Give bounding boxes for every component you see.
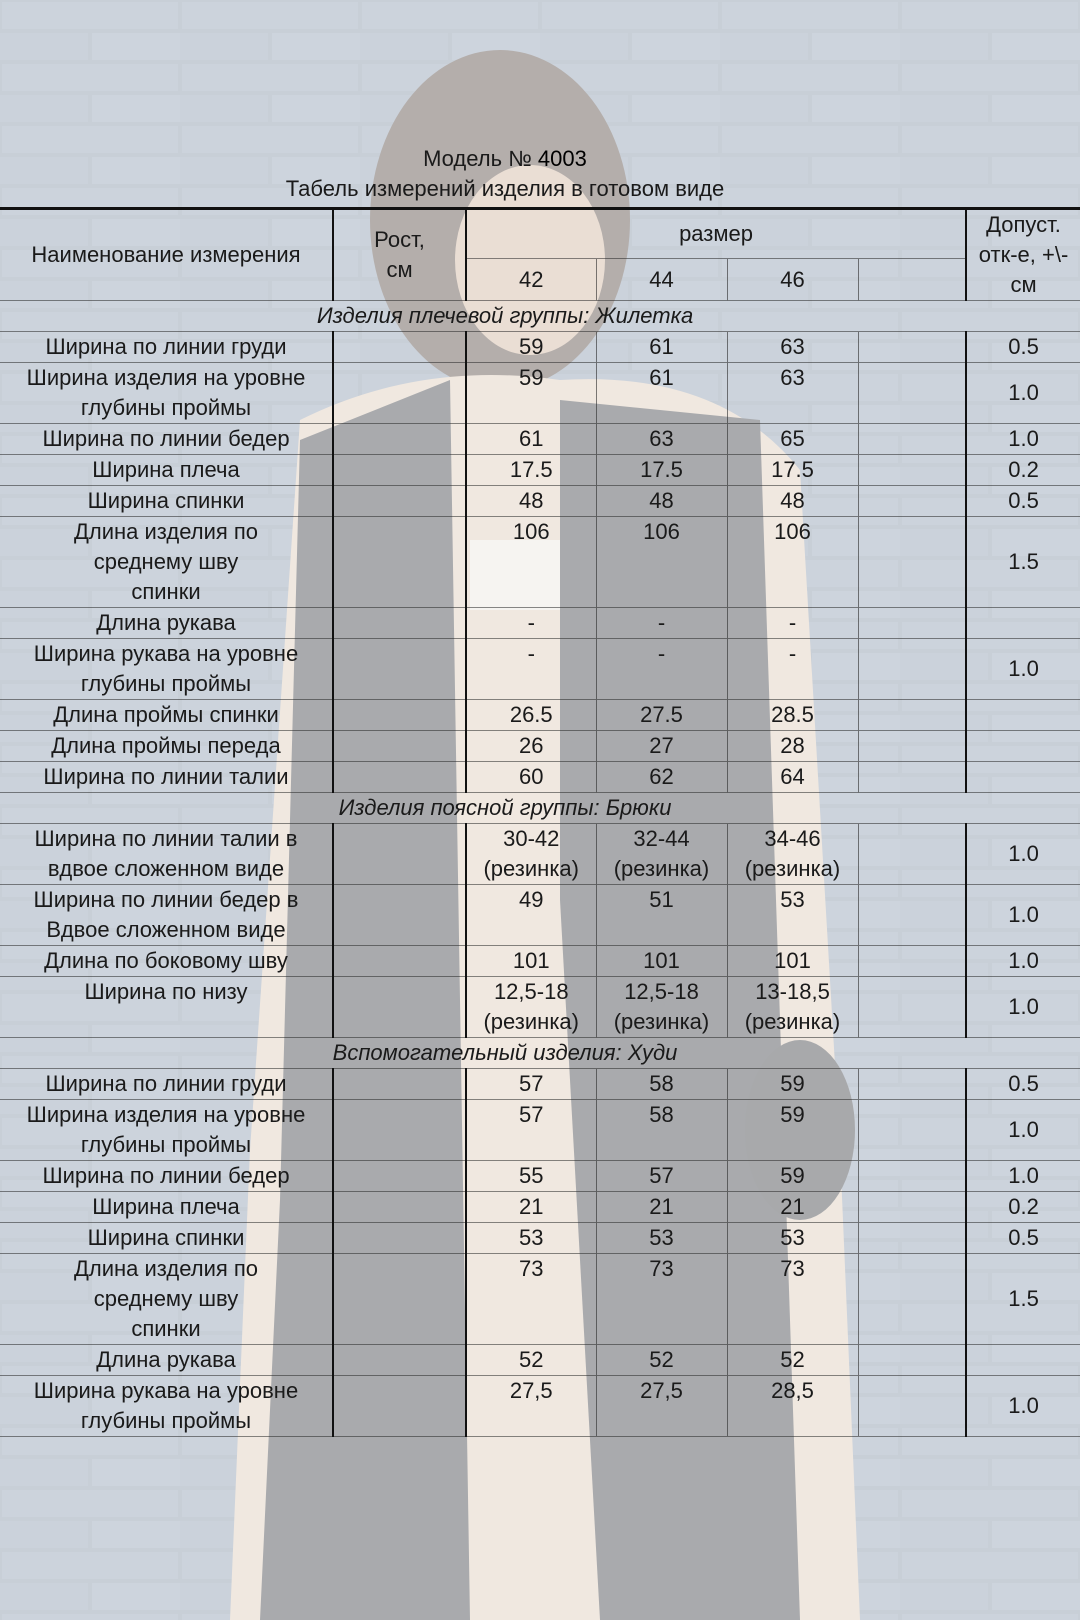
size-value-44: 27.5 xyxy=(596,700,727,731)
empty-size-cell xyxy=(858,1069,966,1100)
header-row xyxy=(0,209,1080,259)
size-44: 44 xyxy=(596,259,727,301)
size-value-46: 28,5 xyxy=(727,1376,858,1437)
tolerance-value: 1.0 xyxy=(966,977,1080,1038)
empty-size-cell xyxy=(858,762,966,793)
size-value-46: - xyxy=(727,608,858,639)
tolerance-value: 1.0 xyxy=(966,1376,1080,1437)
model-title xyxy=(0,146,1010,172)
measurement-name: Ширина рукава на уровне глубины проймы xyxy=(0,639,333,700)
section-title: Вспомогательный изделия: Худи xyxy=(0,1038,1080,1069)
empty-size-cell xyxy=(858,1254,966,1345)
measurement-name: Ширина по низу xyxy=(0,977,333,1038)
height-cell xyxy=(333,977,466,1038)
table-row xyxy=(0,639,1080,700)
size-value-46: 59 xyxy=(727,1069,858,1100)
size-value-44: 27 xyxy=(596,731,727,762)
size-value-46: 53 xyxy=(727,1223,858,1254)
tolerance-value: 1.0 xyxy=(966,1161,1080,1192)
model-label: Модель № xyxy=(423,146,532,171)
empty-size-cell xyxy=(858,639,966,700)
empty-size-cell xyxy=(858,700,966,731)
size-value-46: 59 xyxy=(727,1100,858,1161)
table-row xyxy=(0,700,1080,731)
size-value-44: 61 xyxy=(596,332,727,363)
height-cell xyxy=(333,731,466,762)
size-value-46: 28 xyxy=(727,731,858,762)
measurement-name: Ширина по линии груди xyxy=(0,332,333,363)
size-value-46: 101 xyxy=(727,946,858,977)
measurement-name: Ширина по линии груди xyxy=(0,1069,333,1100)
tolerance-value: 0.5 xyxy=(966,332,1080,363)
size-value-44: 106 xyxy=(596,517,727,608)
measurement-name: Ширина по линии талии в вдвое сложенном виде xyxy=(0,824,333,885)
measurement-name: Ширина по линии бедер xyxy=(0,424,333,455)
table-row xyxy=(0,1100,1080,1161)
measurement-name: Ширина рукава на уровне глубины проймы xyxy=(0,1376,333,1437)
tolerance-value: 1.0 xyxy=(966,424,1080,455)
section-header xyxy=(0,793,1080,824)
size-value-42: 12,5-18 (резинка) xyxy=(466,977,596,1038)
tolerance-value: 1.0 xyxy=(966,1100,1080,1161)
table-row xyxy=(0,1223,1080,1254)
measurement-name: Ширина по линии талии xyxy=(0,762,333,793)
size-value-44: 48 xyxy=(596,486,727,517)
table-row xyxy=(0,332,1080,363)
size-value-44: - xyxy=(596,608,727,639)
size-value-46: 21 xyxy=(727,1192,858,1223)
size-value-44: 61 xyxy=(596,363,727,424)
table-row xyxy=(0,517,1080,608)
table-row xyxy=(0,977,1080,1038)
table-row xyxy=(0,1192,1080,1223)
size-value-46: 73 xyxy=(727,1254,858,1345)
table-row xyxy=(0,1376,1080,1437)
tolerance-value: 0.2 xyxy=(966,1192,1080,1223)
measurement-table xyxy=(0,207,1080,1437)
measurement-name: Ширина спинки xyxy=(0,486,333,517)
size-value-42: 59 xyxy=(466,363,596,424)
size-empty xyxy=(858,259,966,301)
size-value-42: 26.5 xyxy=(466,700,596,731)
size-value-44: 63 xyxy=(596,424,727,455)
section-header xyxy=(0,1038,1080,1069)
measurement-name: Длина изделия по среднему шву спинки xyxy=(0,1254,333,1345)
size-value-46: 28.5 xyxy=(727,700,858,731)
size-value-42: 26 xyxy=(466,731,596,762)
size-value-46: 63 xyxy=(727,363,858,424)
size-value-44: 32-44 (резинка) xyxy=(596,824,727,885)
height-cell xyxy=(333,1223,466,1254)
height-cell xyxy=(333,1192,466,1223)
empty-size-cell xyxy=(858,455,966,486)
measurement-name: Длина проймы спинки xyxy=(0,700,333,731)
section-title: Изделия поясной группы: Брюки xyxy=(0,793,1080,824)
measurement-name: Ширина спинки xyxy=(0,1223,333,1254)
table-row xyxy=(0,946,1080,977)
height-cell xyxy=(333,486,466,517)
height-cell xyxy=(333,363,466,424)
tolerance-value: 0.5 xyxy=(966,1223,1080,1254)
height-cell xyxy=(333,639,466,700)
table-row xyxy=(0,455,1080,486)
table-row xyxy=(0,762,1080,793)
table-row xyxy=(0,1254,1080,1345)
size-value-44: - xyxy=(596,639,727,700)
table-row xyxy=(0,608,1080,639)
height-cell xyxy=(333,608,466,639)
tolerance-value: 1.5 xyxy=(966,1254,1080,1345)
table-subtitle: Табель измерений изделия в готовом виде xyxy=(285,176,725,201)
section-header xyxy=(0,301,1080,332)
height-cell xyxy=(333,1100,466,1161)
measurement-name: Ширина плеча xyxy=(0,455,333,486)
empty-size-cell xyxy=(858,332,966,363)
measurement-name: Ширина плеча xyxy=(0,1192,333,1223)
table-row xyxy=(0,885,1080,946)
empty-size-cell xyxy=(858,486,966,517)
tolerance-value: 1.0 xyxy=(966,885,1080,946)
tolerance-value xyxy=(966,608,1080,639)
tolerance-value: 0.5 xyxy=(966,1069,1080,1100)
size-value-46: 52 xyxy=(727,1345,858,1376)
size-value-42: 101 xyxy=(466,946,596,977)
size-value-44: 17.5 xyxy=(596,455,727,486)
empty-size-cell xyxy=(858,1100,966,1161)
table-row xyxy=(0,731,1080,762)
size-value-46: 106 xyxy=(727,517,858,608)
empty-size-cell xyxy=(858,1345,966,1376)
empty-size-cell xyxy=(858,608,966,639)
size-value-44: 51 xyxy=(596,885,727,946)
size-value-42: - xyxy=(466,608,596,639)
height-cell xyxy=(333,332,466,363)
tolerance-value xyxy=(966,731,1080,762)
size-42: 42 xyxy=(466,259,596,301)
measurement-name: Длина проймы переда xyxy=(0,731,333,762)
height-cell xyxy=(333,946,466,977)
table-row xyxy=(0,486,1080,517)
size-value-44: 73 xyxy=(596,1254,727,1345)
size-value-44: 57 xyxy=(596,1161,727,1192)
height-cell xyxy=(333,1345,466,1376)
tolerance-value xyxy=(966,700,1080,731)
tolerance-value: 0.2 xyxy=(966,455,1080,486)
height-cell xyxy=(333,824,466,885)
table-row xyxy=(0,363,1080,424)
table-row xyxy=(0,1345,1080,1376)
measurement-name: Ширина изделия на уровне глубины проймы xyxy=(0,363,333,424)
height-cell xyxy=(333,1161,466,1192)
size-value-46: - xyxy=(727,639,858,700)
size-value-46: 64 xyxy=(727,762,858,793)
size-value-44: 53 xyxy=(596,1223,727,1254)
measurement-name: Ширина по линии бедер xyxy=(0,1161,333,1192)
size-value-46: 48 xyxy=(727,486,858,517)
size-value-42: 30-42 (резинка) xyxy=(466,824,596,885)
tolerance-value xyxy=(966,1345,1080,1376)
size-value-42: 49 xyxy=(466,885,596,946)
empty-size-cell xyxy=(858,885,966,946)
tolerance-value: 1.0 xyxy=(966,639,1080,700)
size-value-46: 65 xyxy=(727,424,858,455)
size-value-42: 73 xyxy=(466,1254,596,1345)
empty-size-cell xyxy=(858,1376,966,1437)
measurement-name: Длина по боковому шву xyxy=(0,946,333,977)
column-header-name: Наименование измерения xyxy=(0,209,333,301)
measurement-name: Ширина изделия на уровне глубины проймы xyxy=(0,1100,333,1161)
table-row xyxy=(0,824,1080,885)
column-header-height xyxy=(333,209,466,301)
height-cell xyxy=(333,1069,466,1100)
empty-size-cell xyxy=(858,1192,966,1223)
measurement-name: Длина рукава xyxy=(0,1345,333,1376)
tolerance-value: 1.5 xyxy=(966,517,1080,608)
model-number: 4003 xyxy=(537,146,587,171)
size-value-42: 106 xyxy=(466,517,596,608)
measurement-name: Длина рукава xyxy=(0,608,333,639)
tolerance-value: 0.5 xyxy=(966,486,1080,517)
size-value-42: 21 xyxy=(466,1192,596,1223)
size-value-42: 57 xyxy=(466,1100,596,1161)
size-value-44: 21 xyxy=(596,1192,727,1223)
height-cell xyxy=(333,700,466,731)
size-value-42: - xyxy=(466,639,596,700)
size-value-44: 52 xyxy=(596,1345,727,1376)
tolerance-value: 1.0 xyxy=(966,824,1080,885)
size-value-42: 60 xyxy=(466,762,596,793)
size-value-46: 34-46 (резинка) xyxy=(727,824,858,885)
empty-size-cell xyxy=(858,824,966,885)
section-title: Изделия плечевой группы: Жилетка xyxy=(0,301,1080,332)
size-value-42: 48 xyxy=(466,486,596,517)
size-value-42: 27,5 xyxy=(466,1376,596,1437)
height-cell xyxy=(333,455,466,486)
empty-size-cell xyxy=(858,1223,966,1254)
column-header-tolerance xyxy=(966,209,1080,301)
size-value-46: 53 xyxy=(727,885,858,946)
tolerance-value: 1.0 xyxy=(966,363,1080,424)
empty-size-cell xyxy=(858,424,966,455)
height-cell xyxy=(333,1254,466,1345)
empty-size-cell xyxy=(858,977,966,1038)
size-value-46: 13-18,5 (резинка) xyxy=(727,977,858,1038)
tolerance-value xyxy=(966,762,1080,793)
size-value-42: 55 xyxy=(466,1161,596,1192)
empty-size-cell xyxy=(858,1161,966,1192)
height-cell xyxy=(333,424,466,455)
size-value-42: 61 xyxy=(466,424,596,455)
table-row xyxy=(0,1161,1080,1192)
height-cell xyxy=(333,517,466,608)
column-header-size: размер xyxy=(466,209,966,259)
size-value-42: 17.5 xyxy=(466,455,596,486)
empty-size-cell xyxy=(858,517,966,608)
size-value-42: 52 xyxy=(466,1345,596,1376)
size-value-46: 63 xyxy=(727,332,858,363)
size-46: 46 xyxy=(727,259,858,301)
height-cell xyxy=(333,885,466,946)
size-value-44: 101 xyxy=(596,946,727,977)
size-value-42: 59 xyxy=(466,332,596,363)
empty-size-cell xyxy=(858,731,966,762)
size-value-46: 17.5 xyxy=(727,455,858,486)
size-value-42: 53 xyxy=(466,1223,596,1254)
height-cell xyxy=(333,762,466,793)
measurement-name: Ширина по линии бедер в Вдвое сложенном виде xyxy=(0,885,333,946)
size-value-44: 58 xyxy=(596,1069,727,1100)
empty-size-cell xyxy=(858,363,966,424)
height-label: Рост, см xyxy=(374,227,425,282)
table-row xyxy=(0,424,1080,455)
table-row xyxy=(0,1069,1080,1100)
tolerance-value: 1.0 xyxy=(966,946,1080,977)
size-value-44: 58 xyxy=(596,1100,727,1161)
size-value-44: 62 xyxy=(596,762,727,793)
size-value-44: 12,5-18 (резинка) xyxy=(596,977,727,1038)
tolerance-label: Допуст. отк-е, +\-см xyxy=(978,212,1069,297)
size-value-46: 59 xyxy=(727,1161,858,1192)
size-value-42: 57 xyxy=(466,1069,596,1100)
size-value-44: 27,5 xyxy=(596,1376,727,1437)
empty-size-cell xyxy=(858,946,966,977)
height-cell xyxy=(333,1376,466,1437)
measurement-name: Длина изделия по среднему шву спинки xyxy=(0,517,333,608)
